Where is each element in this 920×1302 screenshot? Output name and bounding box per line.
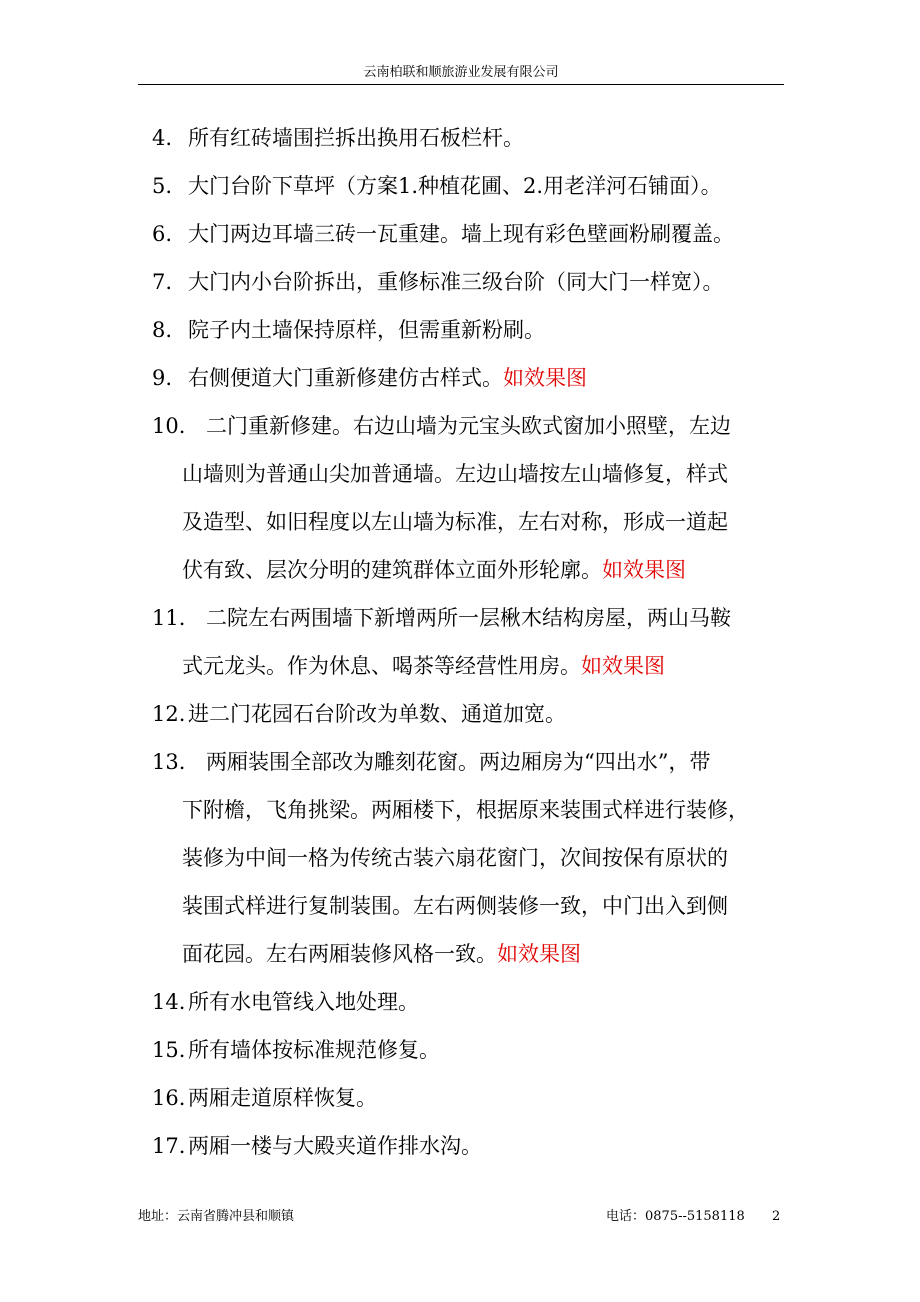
item-text: 大门两边耳墙三砖一瓦重建。墙上现有彩色壁画粉刷覆盖。	[188, 222, 734, 246]
effect-image-link[interactable]: 如效果图	[581, 654, 665, 678]
item-text: 两厢一楼与大殿夹道作排水沟。	[188, 1134, 482, 1158]
item-text-line	[152, 594, 788, 642]
item-text-line	[152, 306, 788, 354]
item-text: 大门台阶下草坪（方案1.种植花圃、2.用老洋河石铺面）。	[188, 174, 722, 198]
item-text-line	[152, 402, 788, 450]
item-text: 二院左右两围墙下新增两所一层楸木结构房屋，两山马鞍	[206, 606, 731, 630]
item-number: 13.	[152, 750, 186, 774]
item-text-line	[152, 642, 788, 690]
item-text: 伏有致、层次分明的建筑群体立面外形轮廓。	[182, 558, 602, 582]
item-text: 下附檐，飞角挑梁。两厢楼下，根据原来装围式样进行装修，	[182, 798, 749, 822]
list-item	[152, 594, 788, 690]
item-text-line	[152, 786, 788, 834]
item-text: 山墙则为普通山尖加普通墙。左边山墙按左山墙修复，样式	[182, 462, 728, 486]
item-number: 11.	[152, 606, 186, 630]
document-body	[152, 114, 788, 1170]
item-text: 右侧便道大门重新修建仿古样式。	[188, 366, 503, 390]
footer-address: 地址：云南省腾冲县和顺镇	[138, 1209, 295, 1224]
item-text-line	[152, 450, 788, 498]
item-text-line	[152, 1026, 788, 1074]
item-text-line	[152, 930, 788, 978]
item-text: 大门内小台阶拆出，重修标准三级台阶（同大门一样宽）。	[188, 270, 724, 294]
list-item	[152, 258, 788, 306]
item-number: 6.	[152, 222, 173, 246]
item-number: 12.	[152, 702, 186, 726]
item-text: 式元龙头。作为休息、喝茶等经营性用房。	[182, 654, 581, 678]
footer-phone: 电话：0875--5158118	[606, 1209, 745, 1224]
item-text-line	[152, 1122, 788, 1170]
list-item	[152, 978, 788, 1026]
page-number: 2	[772, 1209, 781, 1224]
item-text: 所有红砖墙围拦拆出换用石板栏杆。	[188, 126, 524, 150]
list-item	[152, 354, 788, 402]
item-text: 装修为中间一格为传统古装六扇花窗门，次间按保有原状的	[182, 846, 728, 870]
item-number: 9.	[152, 366, 173, 390]
list-item	[152, 162, 788, 210]
list-item	[152, 210, 788, 258]
item-text: 两厢走道原样恢复。	[188, 1086, 377, 1110]
item-number: 14.	[152, 990, 186, 1014]
item-text-line	[152, 498, 788, 546]
item-number: 16.	[152, 1086, 186, 1110]
item-text-line	[152, 114, 788, 162]
page-header: 云南柏联和顺旅游业发展有限公司	[363, 65, 559, 80]
item-text: 所有墙体按标准规范修复。	[188, 1038, 440, 1062]
item-number: 4.	[152, 126, 173, 150]
item-number: 8.	[152, 318, 173, 342]
item-text-line	[152, 978, 788, 1026]
item-text-line	[152, 354, 788, 402]
item-text: 二门重新修建。右边山墙为元宝头欧式窗加小照壁，左边	[206, 414, 731, 438]
item-text-line	[152, 738, 788, 786]
item-text-line	[152, 210, 788, 258]
item-text: 进二门花园石台阶改为单数、通道加宽。	[188, 702, 566, 726]
list-item	[152, 114, 788, 162]
item-text: 面花园。左右两厢装修风格一致。	[182, 942, 497, 966]
item-number: 10.	[152, 414, 186, 438]
item-text: 所有水电管线入地处理。	[188, 990, 419, 1014]
item-text-line	[152, 546, 788, 594]
item-text: 装围式样进行复制装围。左右两侧装修一致，中门出入到侧	[182, 894, 728, 918]
item-number: 5.	[152, 174, 173, 198]
list-item	[152, 738, 788, 978]
item-text: 院子内土墙保持原样，但需重新粉刷。	[188, 318, 545, 342]
item-text-line	[152, 1074, 788, 1122]
effect-image-link[interactable]: 如效果图	[503, 366, 587, 390]
item-text-line	[152, 834, 788, 882]
list-item	[152, 1026, 788, 1074]
list-item	[152, 306, 788, 354]
effect-image-link[interactable]: 如效果图	[497, 942, 581, 966]
list-item	[152, 1122, 788, 1170]
item-text-line	[152, 162, 788, 210]
item-number: 7.	[152, 270, 173, 294]
item-text: 两厢装围全部改为雕刻花窗。两边厢房为“四出水”，带	[206, 750, 711, 774]
item-text-line	[152, 690, 788, 738]
item-text-line	[152, 258, 788, 306]
item-number: 17.	[152, 1134, 186, 1158]
effect-image-link[interactable]: 如效果图	[602, 558, 686, 582]
list-item	[152, 402, 788, 594]
item-number: 15.	[152, 1038, 186, 1062]
item-text-line	[152, 882, 788, 930]
list-item	[152, 1074, 788, 1122]
list-item	[152, 690, 788, 738]
header-rule	[138, 84, 784, 85]
item-text: 及造型、如旧程度以左山墙为标准，左右对称，形成一道起	[182, 510, 728, 534]
